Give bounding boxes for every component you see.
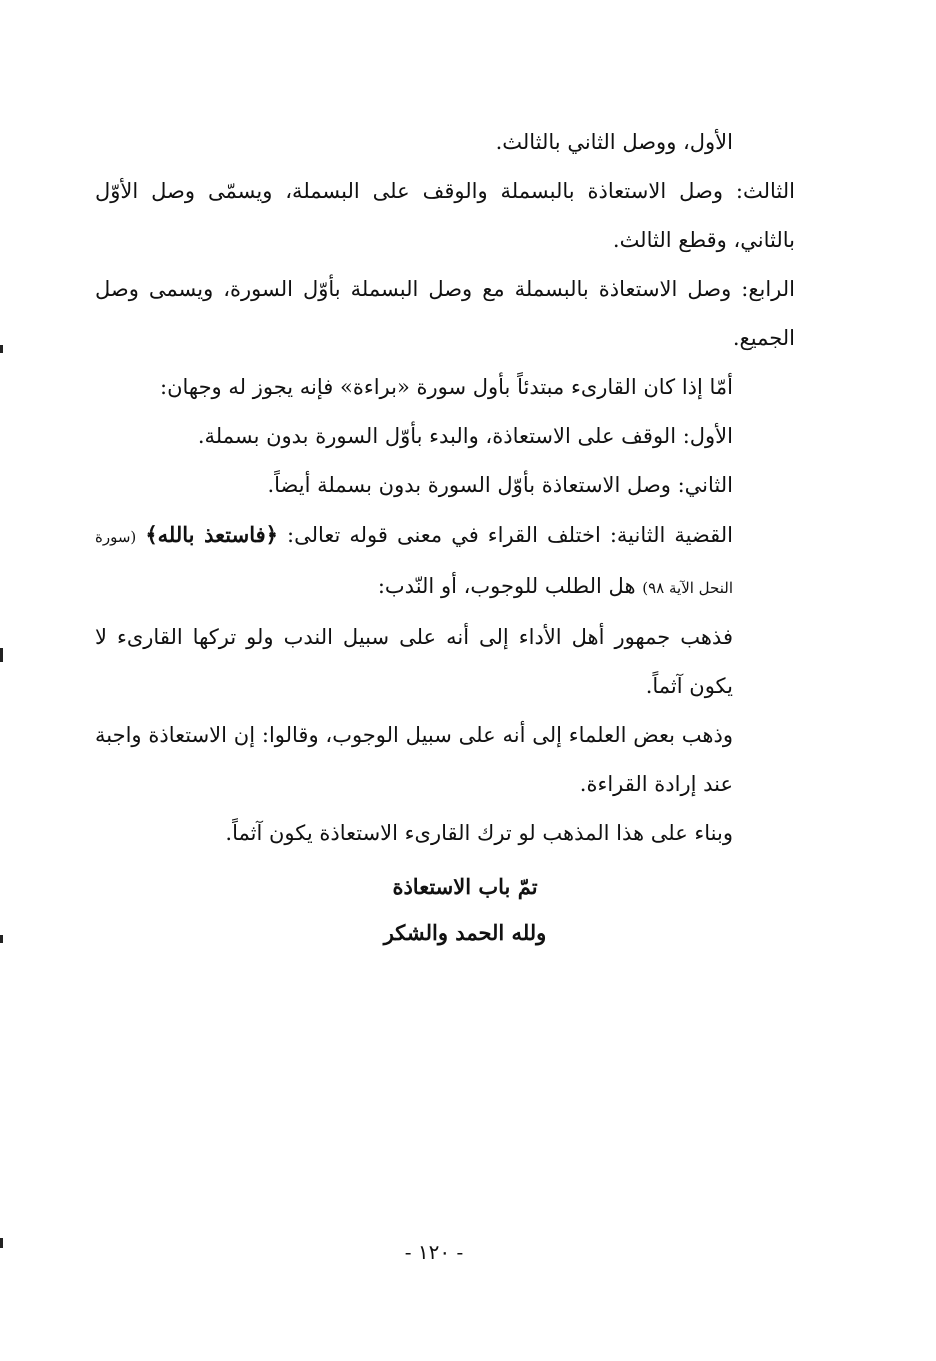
paragraph-third-method: الثالث: وصل الاستعاذة بالبسملة والوقف على البسملة، ويسمّى وصل الأوّل بالثاني، وقطع الثالث.	[95, 179, 795, 252]
scan-artifact-mark	[0, 345, 3, 353]
paragraph-fourth-method: الرابع: وصل الاستعاذة بالبسملة مع وصل البسملة بأوّل السورة، ويسمى وصل الجميع.	[95, 277, 795, 350]
closing-line-2: ولله الحمد والشكر	[383, 920, 547, 945]
paragraph-majority-view: فذهب جمهور أهل الأداء إلى أنه على سبيل الندب ولو تركها القارىء لا يكون آثماً.	[95, 625, 733, 698]
paragraph-baraa-case: أمّا إذا كان القارىء مبتدئاً بأول سورة «براءة» فإنه يجوز له وجهان:	[160, 375, 733, 399]
second-issue-intro: القضية الثانية: اختلف القراء في معنى قوله تعالى:	[287, 523, 733, 547]
paragraph-first-option: الأول: الوقف على الاستعاذة، والبدء بأوّل السورة بدون بسملة.	[197, 424, 733, 448]
paragraph-second-issue	[95, 510, 795, 613]
chapter-closing	[95, 864, 795, 956]
body-text	[95, 118, 795, 956]
closing-line-1: تمّ باب الاستعاذة	[392, 874, 538, 899]
page-number: - ١٢٠ -	[404, 1240, 464, 1264]
paragraph-second-option: الثاني: وصل الاستعاذة بأوّل السورة بدون بسملة أيضاً.	[267, 473, 733, 497]
paragraph-continuation: الأول، ووصل الثاني بالثالث.	[495, 130, 733, 154]
scan-artifact-mark	[0, 648, 3, 662]
verse-reference: (سورة النحل الآية ٩٨)	[95, 528, 733, 597]
paragraph-conclusion: وبناء على هذا المذهب لو ترك القارىء الاستعاذة يكون آثماً.	[225, 821, 733, 845]
scan-artifact-mark	[0, 935, 3, 943]
second-issue-question: هل الطلب للوجوب، أو النّدب:	[377, 574, 636, 598]
paragraph-obligation-view: وذهب بعض العلماء إلى أنه على سبيل الوجوب، وقالوا: إن الاستعاذة واجبة عند إرادة القراءة.	[95, 723, 733, 796]
quran-verse: ﴿فاستعذ بالله﴾	[145, 522, 278, 547]
